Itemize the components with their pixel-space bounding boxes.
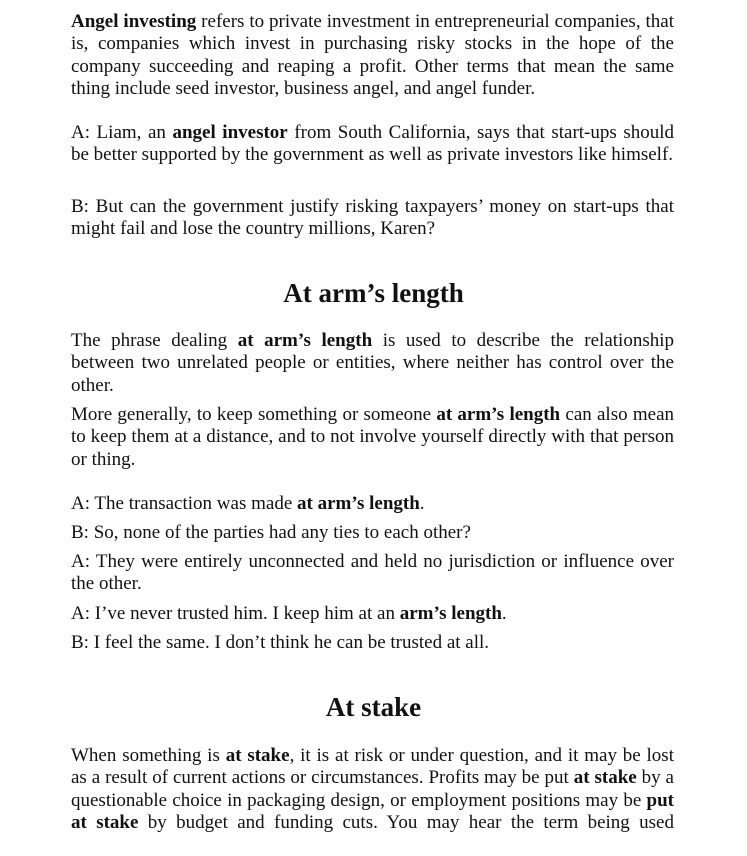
dialogue-line	[71, 522, 674, 544]
dialogue-line	[71, 632, 674, 654]
text-run: A: They were entirely unconnected and held no jurisdiction or influence over the other.	[71, 551, 674, 595]
dialogue-line	[71, 603, 674, 625]
paragraph-arms-length-definition	[71, 330, 674, 397]
text-run: refers to private investment in entrepreneurial companies, that is, companies which invest in purchasing risky stocks in the hope of the company succeeding and reaping a profit. Other terms that mean the same thing include seed investor, business angel, and angel funder.	[71, 11, 674, 100]
text-run: by a questionable choice in packaging design, or employment positions may be	[71, 767, 674, 811]
bold-term: at stake	[225, 745, 290, 766]
text-run: can also mean to keep them at a distance, and to not involve yourself directly with that person or thing.	[71, 404, 675, 470]
text-run: by budget and funding cuts. You may hear the term being used	[138, 812, 674, 834]
text-run: A: I’ve never trusted him. I keep him at an	[71, 603, 400, 624]
text-run: , it is at risk or under question, and it may be lost as a result of current actions or circumstances. Profits may be put	[71, 745, 674, 789]
text-run: B: I feel the same. I don’t think he can be trusted at all.	[71, 632, 490, 653]
bold-term: arm’s length	[399, 603, 502, 624]
text-run: The phrase dealing	[71, 330, 238, 351]
dialogue-line	[71, 493, 674, 515]
bold-term: angel investor	[172, 122, 288, 143]
dialogue-line	[71, 196, 674, 241]
dialogue-line	[71, 122, 674, 167]
bold-term: at arm’s length	[436, 404, 561, 425]
bold-term: put at stake	[71, 789, 674, 834]
text-run: .	[419, 493, 425, 514]
paragraph-at-stake-definition	[71, 745, 674, 835]
text-run: .	[501, 603, 507, 624]
section-heading-at-stake: At stake	[325, 692, 422, 722]
dialogue-line	[71, 551, 674, 596]
section-heading-arms-length: At arm’s length	[283, 278, 464, 308]
paragraph-angel-investing-definition	[71, 11, 674, 101]
text-run: is used to describe the relationship between two unrelated people or entities, where neither has control over the other.	[71, 330, 674, 396]
bold-term: at arm’s length	[297, 493, 420, 514]
text-run: A: Liam, an	[71, 122, 173, 143]
text-run: A: The transaction was made	[71, 493, 297, 514]
text-run: from South California, says that start-ups should be better supported by the government as well as private investors like himself.	[71, 122, 674, 166]
bold-term: at arm’s length	[237, 330, 373, 351]
bold-term: Angel investing	[71, 11, 197, 32]
text-run: B: So, none of the parties had any ties to each other?	[71, 522, 471, 543]
paragraph-arms-length-general	[71, 404, 674, 471]
text-run: More generally, to keep something or someone	[71, 404, 437, 425]
text-run: When something is	[71, 745, 226, 766]
text-run: B: But can the government justify risking taxpayers’ money on start-ups that might fail and lose the country millions, Karen?	[71, 196, 674, 240]
bold-term: at stake	[573, 767, 637, 789]
